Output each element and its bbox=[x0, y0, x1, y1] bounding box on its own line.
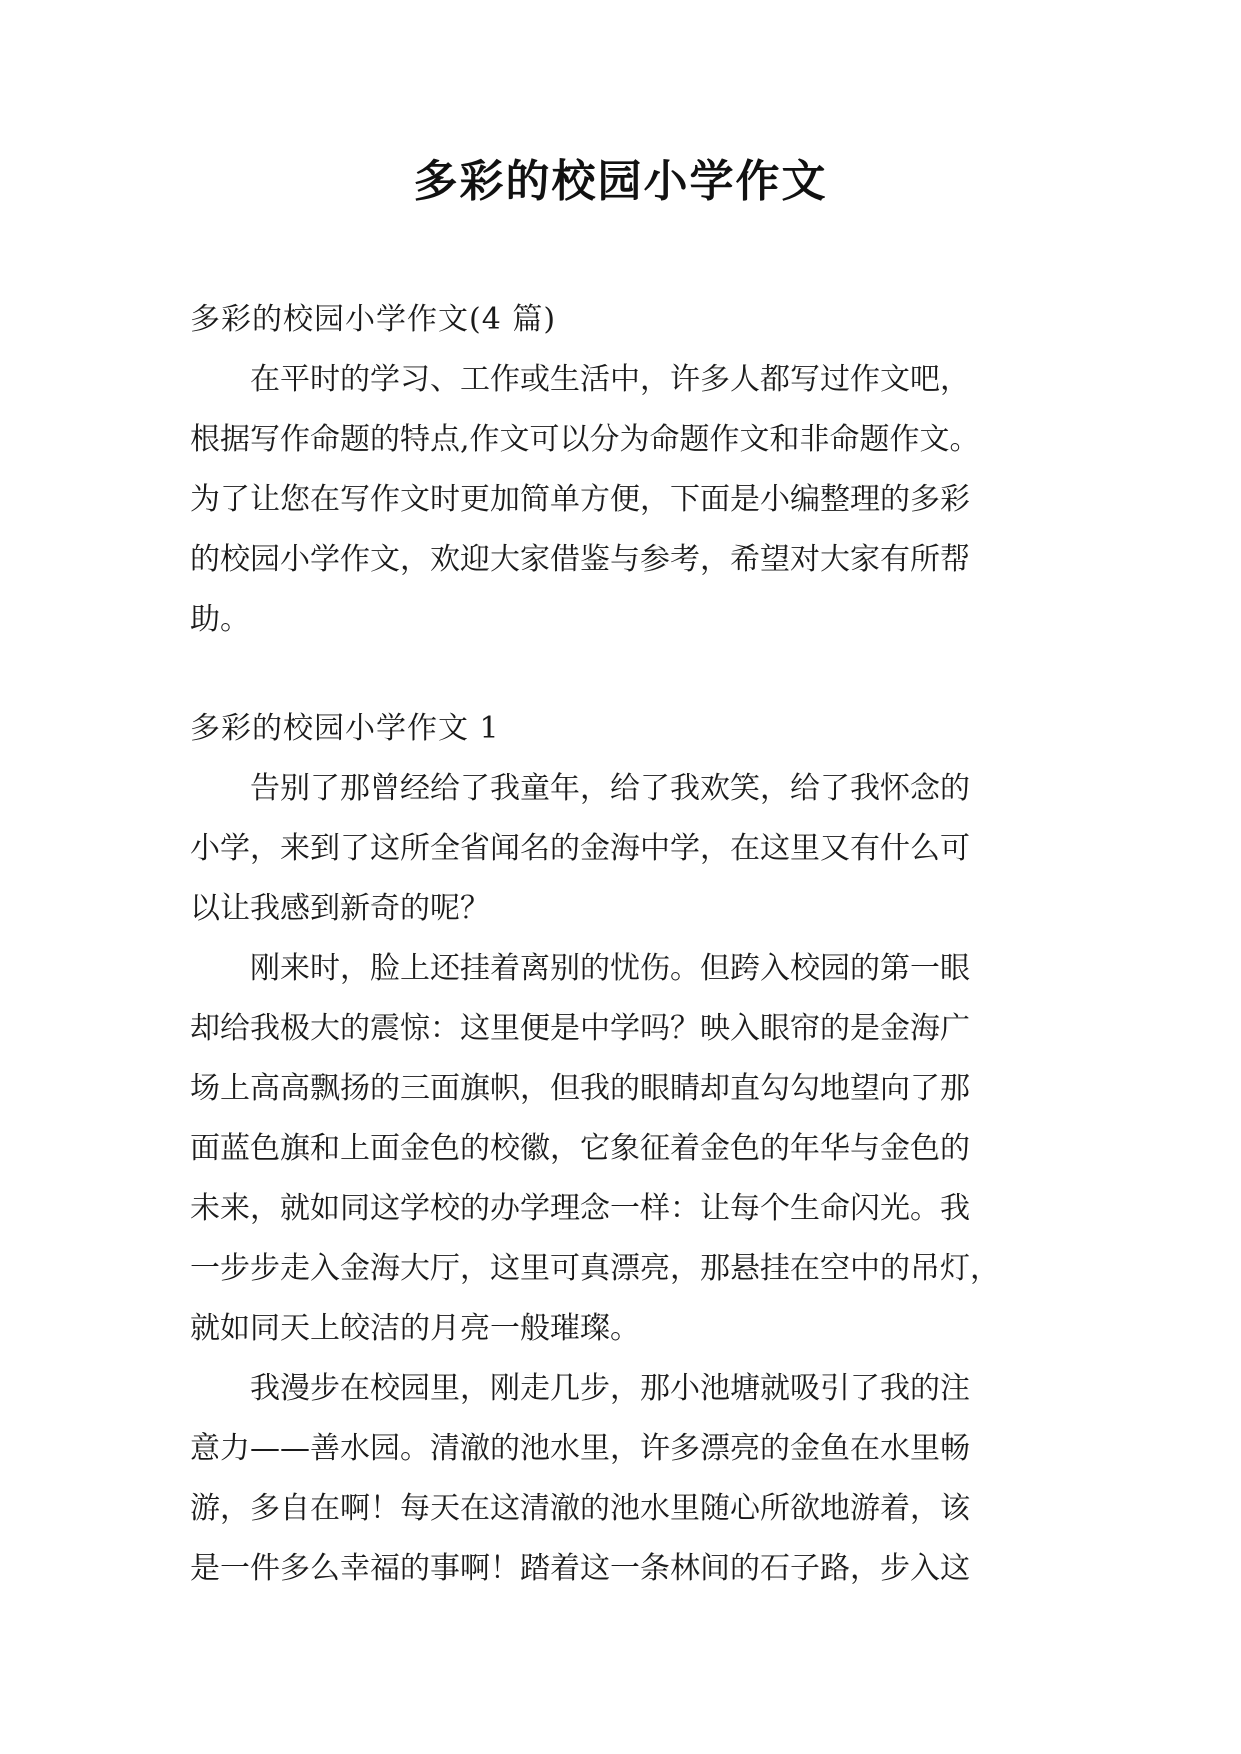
text-line: 根据写作命题的特点,作文可以分为命题作文和非命题作文。 bbox=[190, 422, 980, 457]
text-line: 助。 bbox=[190, 602, 250, 637]
paragraph-2 bbox=[190, 939, 1060, 1359]
text-line: 是一件多么幸福的事啊！踏着这一条林间的石子路，步入这 bbox=[190, 1551, 970, 1586]
text-line: 就如同天上皎洁的月亮一般璀璨。 bbox=[190, 1311, 640, 1346]
text-line: 小学，来到了这所全省闻名的金海中学，在这里又有什么可 bbox=[190, 831, 970, 866]
section-gap bbox=[190, 650, 1060, 699]
text-line: 的校园小学作文，欢迎大家借鉴与参考，希望对大家有所帮 bbox=[190, 542, 970, 577]
intro-paragraph bbox=[190, 350, 1060, 650]
text-line: 却给我极大的震惊：这里便是中学吗？映入眼帘的是金海广 bbox=[190, 1011, 970, 1046]
text-line: 游，多自在啊！每天在这清澈的池水里随心所欲地游着，该 bbox=[190, 1491, 970, 1526]
text-line: 一步步走入金海大厅，这里可真漂亮，那悬挂在空中的吊灯， bbox=[190, 1251, 1000, 1286]
paragraph-1 bbox=[190, 759, 1060, 939]
section-heading: 多彩的校园小学作文 1 bbox=[190, 711, 500, 746]
text-line: 在平时的学习、工作或生活中，许多人都写过作文吧， bbox=[190, 362, 970, 397]
document-body bbox=[190, 290, 1060, 1599]
document-title: 多彩的校园小学作文 bbox=[413, 156, 828, 207]
text-line: 为了让您在写作文时更加简单方便，下面是小编整理的多彩 bbox=[190, 482, 970, 517]
text-line: 告别了那曾经给了我童年，给了我欢笑，给了我怀念的 bbox=[190, 771, 970, 806]
text-line: 面蓝色旗和上面金色的校徽，它象征着金色的年华与金色的 bbox=[190, 1131, 970, 1166]
subtitle: 多彩的校园小学作文(4 篇) bbox=[190, 302, 557, 337]
text-line: 刚来时，脸上还挂着离别的忧伤。但跨入校园的第一眼 bbox=[190, 951, 970, 986]
text-line: 意力——善水园。清澈的池水里，许多漂亮的金鱼在水里畅 bbox=[190, 1431, 970, 1466]
text-line: 以让我感到新奇的呢？ bbox=[190, 891, 490, 926]
text-line: 场上高高飘扬的三面旗帜，但我的眼睛却直勾勾地望向了那 bbox=[190, 1071, 970, 1106]
text-line: 未来，就如同这学校的办学理念一样：让每个生命闪光。我 bbox=[190, 1191, 970, 1226]
paragraph-3 bbox=[190, 1359, 1060, 1599]
text-line: 我漫步在校园里，刚走几步，那小池塘就吸引了我的注 bbox=[190, 1371, 970, 1406]
